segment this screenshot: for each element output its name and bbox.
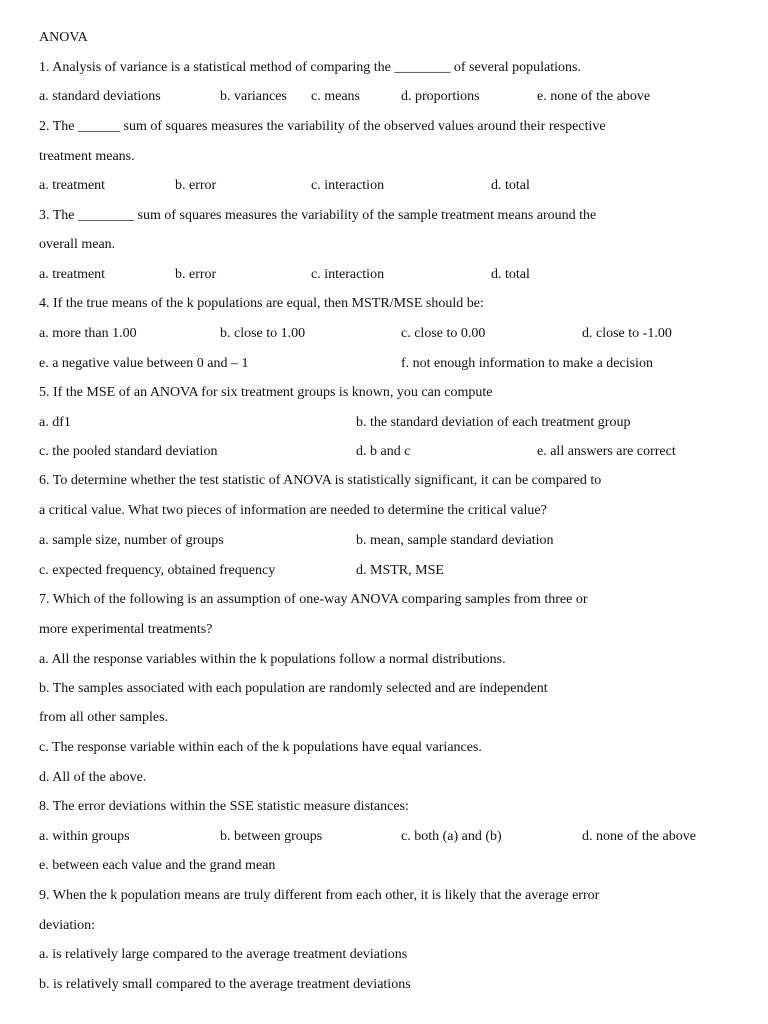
q9-option-a: a. is relatively large compared to the average treatment deviations xyxy=(39,947,408,962)
question-2-line-2: treatment means. xyxy=(39,149,135,164)
q4-option-e: e. a negative value between 0 and – 1 xyxy=(39,356,249,371)
q4-option-a: a. more than 1.00 xyxy=(39,326,137,341)
question-9-line-1: 9. When the k population means are truly different from each other, it is likely that the average error xyxy=(39,888,600,903)
question-5: 5. If the MSE of an ANOVA for six treatment groups is known, you can compute xyxy=(39,385,493,400)
q7-option-d: d. All of the above. xyxy=(39,770,147,785)
q4-option-b: b. close to 1.00 xyxy=(220,326,306,341)
q3-option-a: a. treatment xyxy=(39,267,106,282)
q8-option-d: d. none of the above xyxy=(582,829,696,844)
q2-option-a: a. treatment xyxy=(39,178,106,193)
question-8: 8. The error deviations within the SSE statistic measure distances: xyxy=(39,799,409,814)
q4-option-f: f. not enough information to make a decision xyxy=(401,356,653,371)
q9-option-b: b. is relatively small compared to the average treatment deviations xyxy=(39,977,411,992)
q5-option-d: d. b and c xyxy=(356,444,411,459)
question-1: 1. Analysis of variance is a statistical method of comparing the ________ of several populations. xyxy=(39,60,581,75)
q1-option-e: e. none of the above xyxy=(537,89,651,104)
q5-option-b: b. the standard deviation of each treatment group xyxy=(356,415,631,430)
question-9-line-2: deviation: xyxy=(39,918,95,933)
q6-option-c: c. expected frequency, obtained frequency xyxy=(39,563,276,578)
q6-option-a: a. sample size, number of groups xyxy=(39,533,224,548)
question-7-line-1: 7. Which of the following is an assumption of one-way ANOVA comparing samples from three or xyxy=(39,592,588,607)
q7-option-b-line-2: from all other samples. xyxy=(39,710,169,725)
q5-option-c: c. the pooled standard deviation xyxy=(39,444,218,459)
q7-option-b-line-1: b. The samples associated with each population are randomly selected and are independent xyxy=(39,681,548,696)
q6-option-d: d. MSTR, MSE xyxy=(356,563,444,578)
q6-option-b: b. mean, sample standard deviation xyxy=(356,533,554,548)
q1-option-d: d. proportions xyxy=(401,89,480,104)
question-4: 4. If the true means of the k populations are equal, then MSTR/MSE should be: xyxy=(39,296,484,311)
question-6-line-1: 6. To determine whether the test statistic of ANOVA is statistically significant, it can be compared to xyxy=(39,473,602,488)
question-2-line-1: 2. The ______ sum of squares measures the variability of the observed values around their respective xyxy=(39,119,606,134)
q2-option-c: c. interaction xyxy=(311,178,385,193)
q5-option-e: e. all answers are correct xyxy=(537,444,676,459)
q7-option-a: a. All the response variables within the k populations follow a normal distributions. xyxy=(39,652,506,667)
q8-option-c: c. both (a) and (b) xyxy=(401,829,502,844)
q7-option-c: c. The response variable within each of the k populations have equal variances. xyxy=(39,740,482,755)
q4-option-d: d. close to -1.00 xyxy=(582,326,672,341)
q8-option-b: b. between groups xyxy=(220,829,323,844)
question-6-line-2: a critical value. What two pieces of information are needed to determine the critical value? xyxy=(39,503,547,518)
question-3-line-2: overall mean. xyxy=(39,237,116,252)
q8-option-a: a. within groups xyxy=(39,829,130,844)
q8-option-e: e. between each value and the grand mean xyxy=(39,858,276,873)
q3-option-b: b. error xyxy=(175,267,217,282)
q5-option-a: a. df1 xyxy=(39,415,71,430)
question-7-line-2: more experimental treatments? xyxy=(39,622,213,637)
q2-option-b: b. error xyxy=(175,178,217,193)
q1-option-a: a. standard deviations xyxy=(39,89,161,104)
q4-option-c: c. close to 0.00 xyxy=(401,326,486,341)
question-3-line-1: 3. The ________ sum of squares measures the variability of the sample treatment means around the xyxy=(39,208,597,223)
q3-option-c: c. interaction xyxy=(311,267,385,282)
document-title: ANOVA xyxy=(39,30,88,45)
q2-option-d: d. total xyxy=(491,178,530,193)
q3-option-d: d. total xyxy=(491,267,530,282)
q1-option-b: b. variances xyxy=(220,89,287,104)
q1-option-c: c. means xyxy=(311,89,360,104)
